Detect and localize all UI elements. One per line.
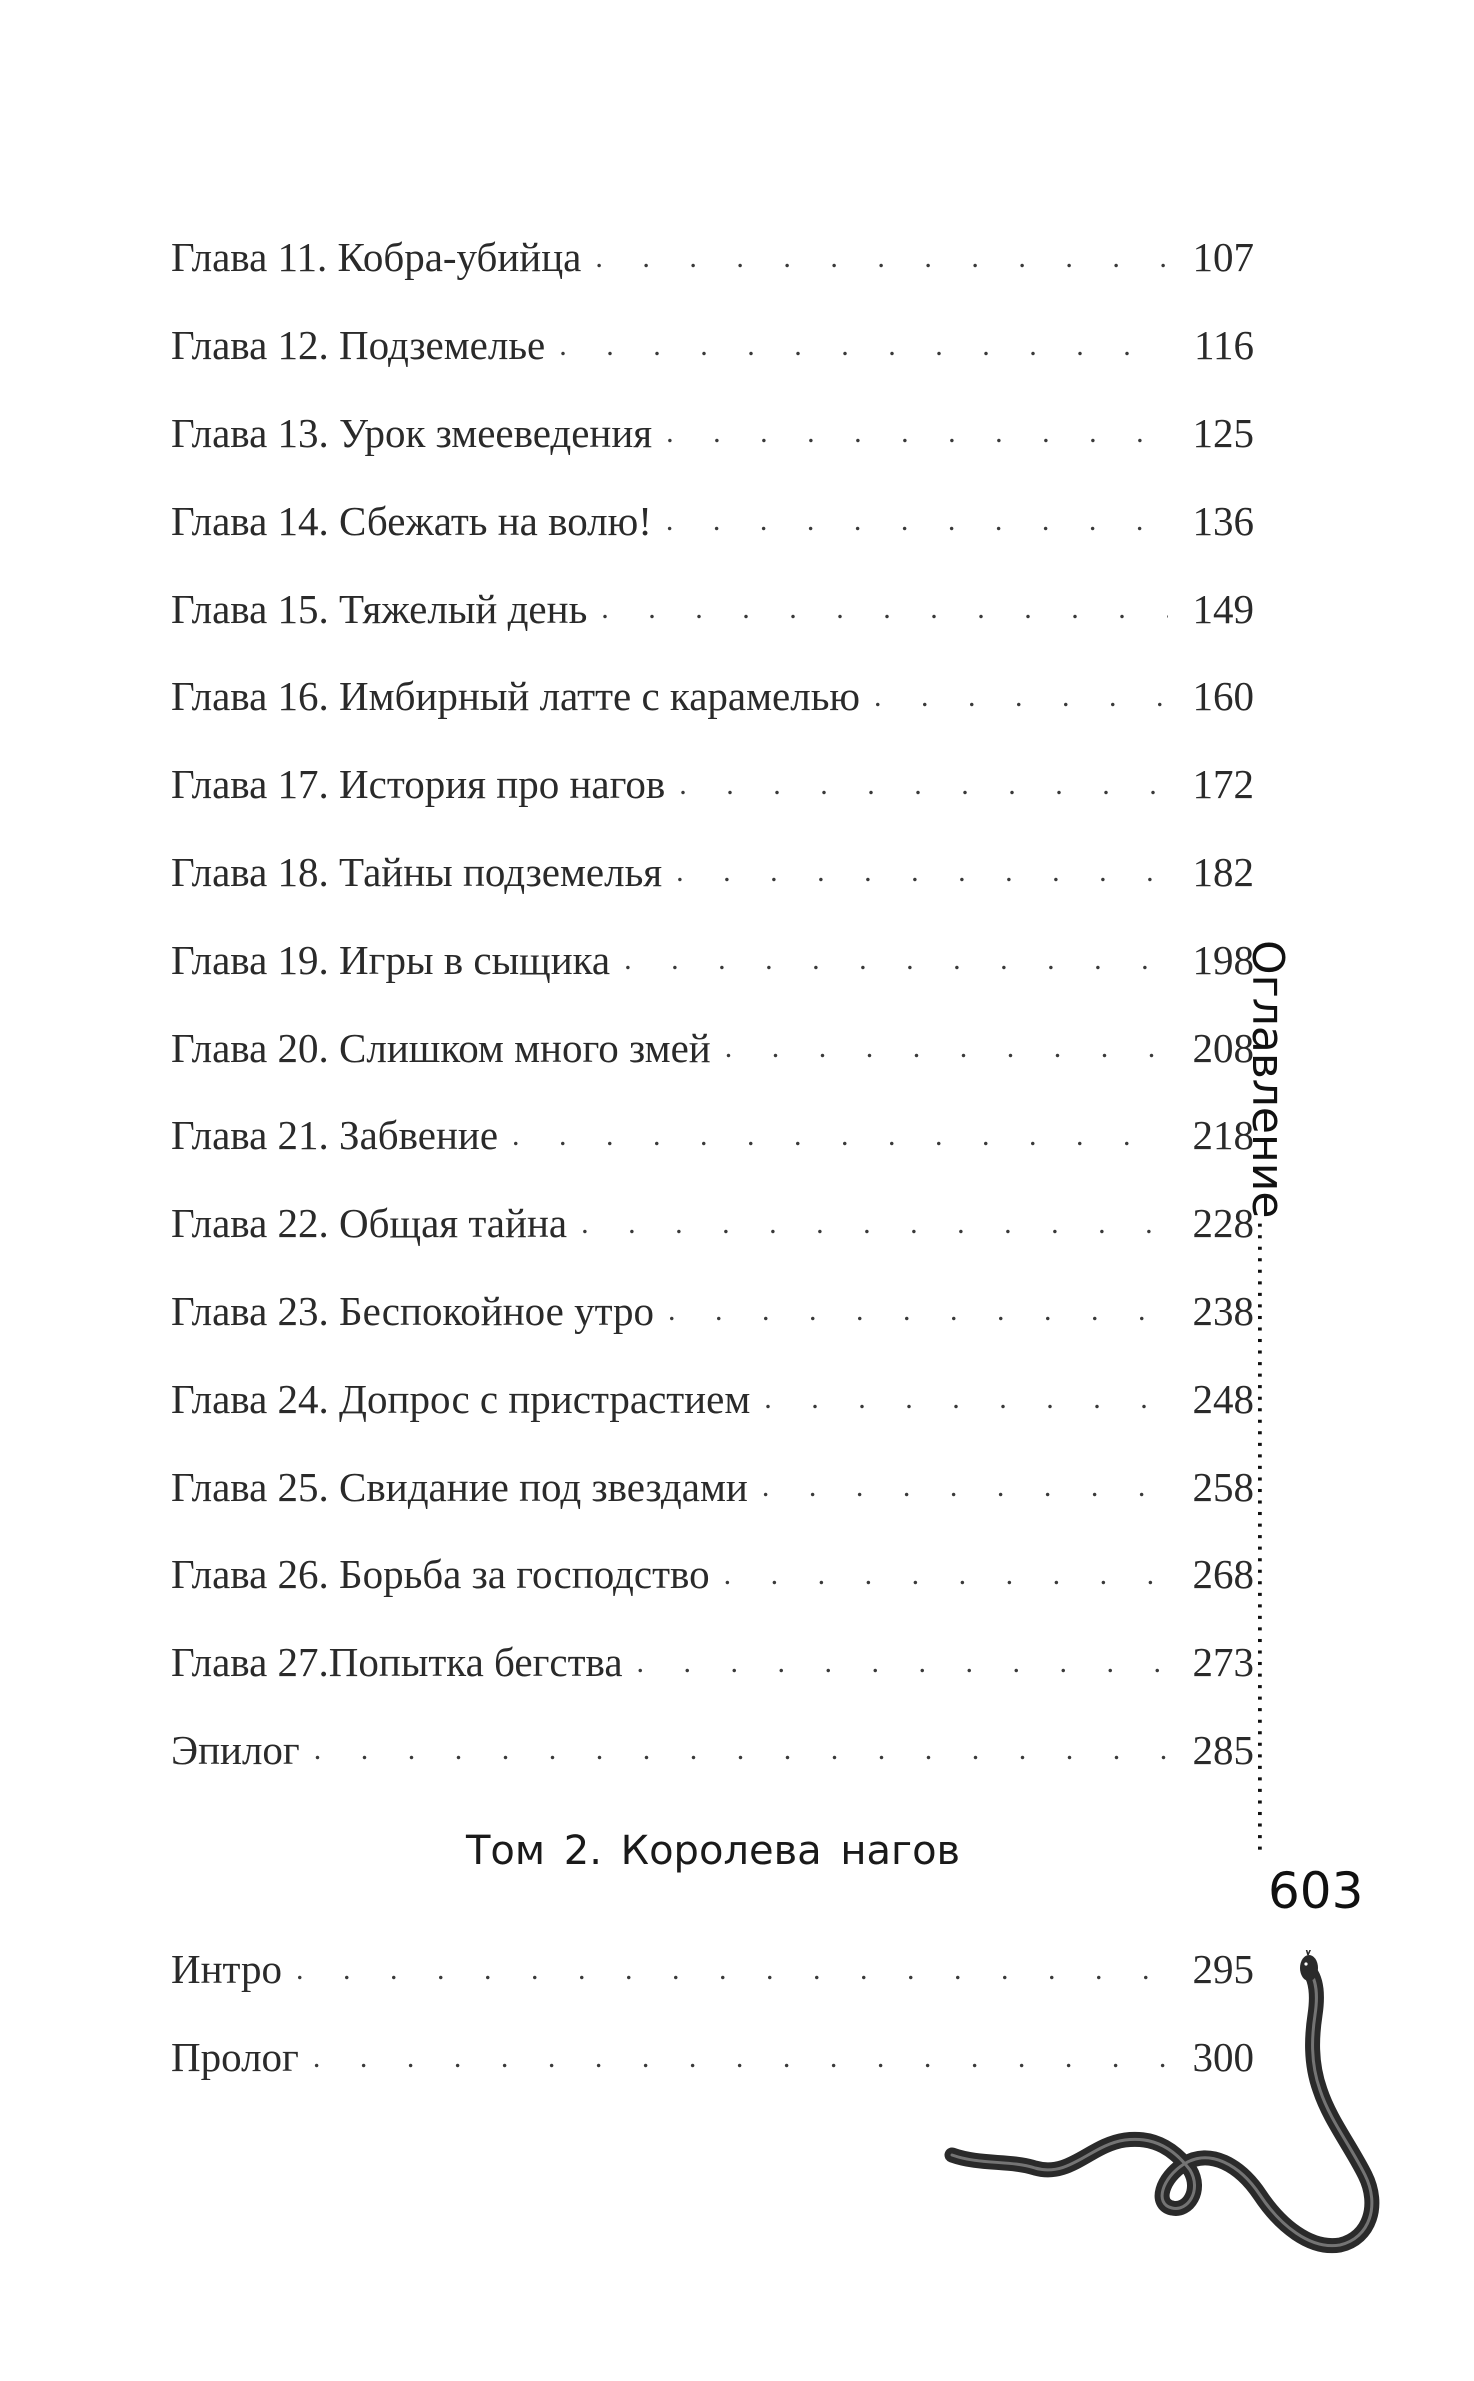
toc-entry[interactable] xyxy=(171,477,1254,565)
toc-entry-page: 208 xyxy=(1192,1024,1254,1071)
running-head-container xyxy=(1230,930,1310,1850)
toc-entry-title: Глава 13. Урок змееведения xyxy=(171,409,653,456)
dot-leader xyxy=(314,1735,1168,1765)
toc-entry-page: 218 xyxy=(1192,1112,1254,1159)
toc-entry-page: 125 xyxy=(1192,409,1254,456)
toc-entry-page: 295 xyxy=(1192,1946,1254,1993)
toc-entry[interactable] xyxy=(171,1619,1254,1707)
dot-leader xyxy=(601,594,1168,624)
toc-entry-title: Глава 25. Свидание под звездами xyxy=(171,1463,748,1510)
toc-entry[interactable] xyxy=(171,653,1254,741)
toc-entry-title: Эпилог xyxy=(171,1726,300,1773)
dot-leader xyxy=(764,1384,1168,1414)
toc-entry[interactable] xyxy=(171,302,1254,390)
toc-entry-page: 107 xyxy=(1192,234,1254,281)
dot-leader xyxy=(668,1296,1168,1326)
toc-entry-title: Глава 11. Кобра-убийца xyxy=(171,234,582,281)
toc-entry-page: 285 xyxy=(1192,1726,1254,1773)
toc-entry[interactable] xyxy=(171,1355,1254,1443)
toc-entry-page: 238 xyxy=(1192,1287,1254,1334)
toc-entry[interactable] xyxy=(171,1180,1254,1268)
toc-entry-title: Глава 15. Тяжелый день xyxy=(171,585,588,632)
toc-entry[interactable] xyxy=(171,1004,1254,1092)
dot-leader xyxy=(559,331,1168,361)
dot-leader xyxy=(679,770,1168,800)
dot-leader xyxy=(724,1560,1168,1590)
running-head xyxy=(1240,940,1296,1850)
toc-entry[interactable] xyxy=(171,1268,1254,1356)
toc-entry-page: 228 xyxy=(1192,1200,1254,1247)
dot-leader xyxy=(512,1121,1168,1151)
toc-entry-page: 273 xyxy=(1192,1639,1254,1686)
dot-leader xyxy=(676,857,1168,887)
toc-entry[interactable] xyxy=(171,214,1254,302)
dot-leader xyxy=(581,1209,1168,1239)
toc-entry-page: 198 xyxy=(1192,936,1254,983)
toc-entry-title: Глава 19. Игры в сыщика xyxy=(171,936,611,983)
dot-leader xyxy=(762,1472,1168,1502)
toc-entry[interactable] xyxy=(171,1707,1254,1795)
dot-leader xyxy=(595,243,1168,273)
toc-entry[interactable] xyxy=(171,1443,1254,1531)
toc-entry-page: 300 xyxy=(1192,2034,1254,2081)
running-head-label: Оглавление xyxy=(1242,940,1294,1219)
toc-entry-title: Глава 17. История про нагов xyxy=(171,761,666,808)
toc-entry-title: Глава 18. Тайны подземелья xyxy=(171,848,663,895)
toc-entry[interactable] xyxy=(171,1092,1254,1180)
toc-entry-page: 160 xyxy=(1192,673,1254,720)
toc-entry-title: Глава 22. Общая тайна xyxy=(171,1200,568,1247)
dot-leader xyxy=(666,418,1168,448)
toc-entry-page: 248 xyxy=(1192,1375,1254,1422)
toc-entry-title: Глава 21. Забвение xyxy=(171,1112,499,1159)
toc-entry-title: Глава 16. Имбирный латте с карамелью xyxy=(171,673,861,720)
toc-entry-page: 116 xyxy=(1194,322,1254,369)
snake-icon xyxy=(940,1946,1390,2280)
toc-entry-title: Пролог xyxy=(171,2034,299,2081)
running-head-dot-leader xyxy=(1251,1220,1286,1850)
toc-entry[interactable] xyxy=(171,741,1254,829)
toc-entry-title: Глава 20. Слишком много змей xyxy=(171,1024,711,1071)
toc-entry-page: 149 xyxy=(1192,585,1254,632)
toc-entry-title: Интро xyxy=(171,1946,282,1993)
dot-leader xyxy=(725,1033,1168,1063)
toc-entry-title: Глава 26. Борьба за господство xyxy=(171,1551,710,1598)
dot-leader xyxy=(666,506,1168,536)
toc-volume-1 xyxy=(171,214,1254,1794)
toc-entry-title: Глава 12. Подземелье xyxy=(171,322,546,369)
toc-entry[interactable] xyxy=(171,1531,1254,1619)
toc-entry-title: Глава 14. Сбежать на волю! xyxy=(171,497,652,544)
toc-entry[interactable] xyxy=(171,390,1254,478)
toc-entry[interactable] xyxy=(171,916,1254,1004)
toc-entry[interactable] xyxy=(171,565,1254,653)
dot-leader xyxy=(624,945,1168,975)
toc-entry-page: 268 xyxy=(1192,1551,1254,1598)
toc-entry-page: 172 xyxy=(1192,761,1254,808)
toc-entry-title: Глава 27.Попытка бегства xyxy=(171,1639,623,1686)
toc-entry-title: Глава 23. Беспокойное утро xyxy=(171,1287,655,1334)
volume-2-heading: Том 2. Королева нагов xyxy=(466,1828,961,1874)
toc-entry[interactable] xyxy=(171,829,1254,917)
dot-leader xyxy=(874,682,1168,712)
page-number: 603 xyxy=(1268,1862,1364,1920)
toc-entry-page: 182 xyxy=(1192,848,1254,895)
dot-leader xyxy=(637,1648,1168,1678)
toc-entry-page: 258 xyxy=(1192,1463,1254,1510)
toc-entry-title: Глава 24. Допрос с пристрастием xyxy=(171,1375,751,1422)
toc-entry-page: 136 xyxy=(1192,497,1254,544)
